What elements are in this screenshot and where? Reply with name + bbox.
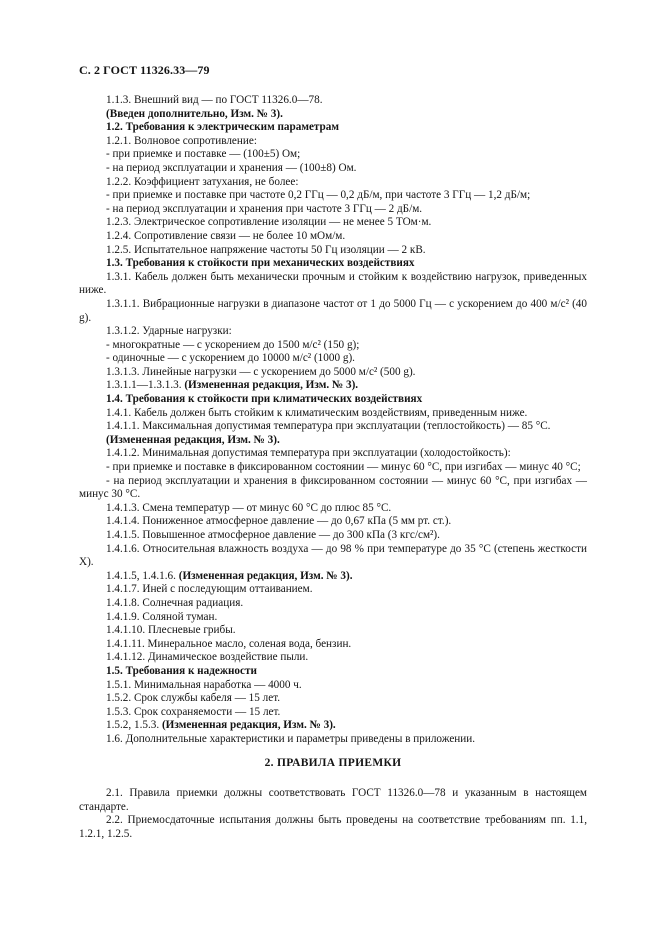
line-text: 1.5. Требования к надежности bbox=[106, 664, 257, 677]
text-line bbox=[79, 651, 587, 665]
text-line bbox=[79, 475, 587, 502]
text-line bbox=[79, 529, 587, 543]
text-line bbox=[79, 148, 587, 162]
text-line bbox=[79, 434, 587, 448]
line-text: - на период эксплуатации и хранения при частоте 3 ГГц — 2 дБ/м. bbox=[106, 202, 423, 215]
text-line bbox=[79, 543, 587, 570]
section-2-body bbox=[79, 787, 587, 841]
text-line bbox=[79, 162, 587, 176]
text-line bbox=[79, 706, 587, 720]
line-text: 1.4.1.12. Динамическое воздействие пыли. bbox=[106, 651, 309, 664]
line-text: 1.1.3. Внешний вид — по ГОСТ 11326.0—78. bbox=[106, 94, 323, 106]
text-line bbox=[79, 515, 587, 529]
text-line bbox=[79, 135, 587, 149]
text-line bbox=[79, 366, 587, 380]
line-text: - при приемке и поставке в фиксированном состоянии — минус 60 °С, при изгибах — минус 40 °С; bbox=[106, 461, 581, 474]
line-text: 1.3.1. Кабель должен быть механически прочным и стойким к воздействию нагрузок, приведенных ниже. bbox=[79, 270, 587, 297]
line-text: 1.3. Требования к стойкости при механических воздействиях bbox=[106, 257, 415, 270]
line-text: 1.2.1. Волновое сопротивление: bbox=[106, 134, 257, 147]
line-text: 1.4.1.4. Пониженное атмосферное давление — до 0,67 кПа (5 мм рт. ст.). bbox=[106, 515, 452, 528]
line-text: - многократные — с ускорением до 1500 м/с² (150 g); bbox=[106, 338, 360, 351]
line-text: 1.4.1.9. Соляной туман. bbox=[106, 610, 218, 623]
text-line bbox=[79, 230, 587, 244]
text-line bbox=[79, 502, 587, 516]
text-line bbox=[79, 393, 587, 407]
paragraph: 2.1. Правила приемки должны соответствовать ГОСТ 11326.0—78 и указанным в настоящем стандарте. bbox=[79, 787, 587, 813]
text-line bbox=[79, 692, 587, 706]
text-line bbox=[79, 325, 587, 339]
line-text: 1.3.1.1. Вибрационные нагрузки в диапазоне частот от 1 до 5000 Гц — с ускорением до 400 м/с² (40 g). bbox=[79, 297, 587, 324]
line-text: 1.5.3. Срок сохраняемости — 15 лет. bbox=[106, 705, 281, 718]
text-line bbox=[79, 407, 587, 421]
text-line bbox=[79, 461, 587, 475]
section-1-body bbox=[79, 94, 587, 747]
line-text: 1.4. Требования к стойкости при климатических воздействиях bbox=[106, 393, 423, 406]
text-line bbox=[79, 611, 587, 625]
line-text: 1.4.1.11. Минеральное масло, соленая вода, бензин. bbox=[106, 637, 352, 650]
text-line bbox=[79, 339, 587, 353]
text-line bbox=[79, 624, 587, 638]
text-line bbox=[79, 298, 587, 325]
section-2-title: 2. ПРАВИЛА ПРИЕМКИ bbox=[264, 757, 402, 769]
text-line bbox=[79, 257, 587, 271]
text-line bbox=[79, 352, 587, 366]
page-header: С. 2 ГОСТ 11326.33—79 bbox=[79, 63, 210, 77]
line-text: 1.4.1.8. Солнечная радиация. bbox=[106, 596, 244, 609]
text-line bbox=[79, 271, 587, 298]
line-text: - при приемке и поставке при частоте 0,2 ГГц — 0,2 дБ/м, при частоте 3 ГГц — 1,2 дБ/м; bbox=[106, 189, 531, 202]
line-text: - на период эксплуатации и хранения в фиксированном состоянии — минус 60 °С, при изгибах — минус 30 °С. bbox=[79, 474, 587, 501]
text-line bbox=[79, 216, 587, 230]
line-text: 1.3.1.3. Линейные нагрузки — с ускорением до 5000 м/с² (500 g). bbox=[106, 365, 416, 378]
text-line bbox=[79, 379, 587, 393]
text-line bbox=[79, 94, 587, 108]
text-line bbox=[79, 176, 587, 190]
line-text: 1.2.2. Коэффициент затухания, не более: bbox=[106, 175, 299, 188]
text-line bbox=[79, 719, 587, 733]
text-line bbox=[79, 570, 587, 584]
text-line bbox=[79, 420, 587, 434]
line-text: 1.4.1. Кабель должен быть стойким к климатическим воздействиям, приведенным ниже. bbox=[106, 406, 528, 419]
line-text: 1.4.1.5. Повышенное атмосферное давление — до 300 кПа (3 кгс/см²). bbox=[106, 529, 440, 541]
amendment-note: (Измененная редакция, Изм. № 3). bbox=[161, 719, 336, 732]
line-text: 1.4.1.3. Смена температур — от минус 60 °С до плюс 85 °С. bbox=[106, 501, 392, 514]
line-text: 1.2.3. Электрическое сопротивление изоляции — не менее 5 ТОм·м. bbox=[106, 216, 432, 229]
text-line bbox=[79, 583, 587, 597]
text-line bbox=[79, 447, 587, 461]
line-text: - одиночные — с ускорением до 10000 м/с² (1000 g). bbox=[106, 352, 355, 365]
line-text: 1.5.1. Минимальная наработка — 4000 ч. bbox=[106, 678, 302, 691]
text-line bbox=[79, 108, 587, 122]
line-text: 1.5.2, 1.5.3. bbox=[106, 719, 162, 732]
line-text: 1.4.1.6. Относительная влажность воздуха — до 98 % при температуре до 35 °С (степень жесткости X). bbox=[79, 542, 587, 569]
line-text: 1.2. Требования к электрическим параметрам bbox=[106, 121, 339, 134]
amendment-note: (Измененная редакция, Изм. № 3). bbox=[178, 569, 353, 582]
line-text: 1.6. Дополнительные характеристики и параметры приведены в приложении. bbox=[106, 732, 476, 745]
line-text: 1.2.5. Испытательное напряжение частоты 50 Гц изоляции — 2 кВ. bbox=[106, 243, 426, 256]
text-line bbox=[79, 189, 587, 203]
line-text: 1.4.1.5, 1.4.1.6. bbox=[106, 569, 179, 582]
line-text: - на период эксплуатации и хранения — (100±8) Ом. bbox=[106, 161, 357, 174]
text-line bbox=[79, 244, 587, 258]
line-text: 1.4.1.7. Иней с последующим оттаиванием. bbox=[106, 583, 313, 596]
text-line bbox=[79, 679, 587, 693]
line-text: - при приемке и поставке — (100±5) Ом; bbox=[106, 148, 301, 161]
line-text: 1.3.1.2. Ударные нагрузки: bbox=[106, 325, 232, 338]
line-text: (Введен дополнительно, Изм. № 3). bbox=[106, 107, 283, 120]
amendment-note: (Измененная редакция, Изм. № 3). bbox=[184, 379, 359, 392]
line-text: 1.4.1.1. Максимальная допустимая температура при эксплуатации (теплостойкость) — 85 °С. bbox=[106, 420, 551, 433]
line-text: 1.5.2. Срок службы кабеля — 15 лет. bbox=[106, 692, 281, 705]
text-line bbox=[79, 733, 587, 747]
paragraph: 2.2. Приемосдаточные испытания должны быть проведены на соответствие требованиям пп. 1.1, 1.2.1, 1.2.5. bbox=[79, 814, 587, 840]
line-text: 1.3.1.1—1.3.1.3. bbox=[106, 379, 185, 392]
text-line bbox=[79, 665, 587, 679]
line-text: (Измененная редакция, Изм. № 3). bbox=[106, 433, 280, 446]
text-line bbox=[79, 638, 587, 652]
text-line bbox=[79, 121, 587, 135]
text-line bbox=[79, 203, 587, 217]
text-line bbox=[79, 597, 587, 611]
line-text: 1.4.1.2. Минимальная допустимая температура при эксплуатации (холодостойкость): bbox=[106, 447, 511, 460]
line-text: 1.2.4. Сопротивление связи — не более 10 мОм/м. bbox=[106, 229, 346, 242]
line-text: 1.4.1.10. Плесневые грибы. bbox=[106, 624, 236, 637]
